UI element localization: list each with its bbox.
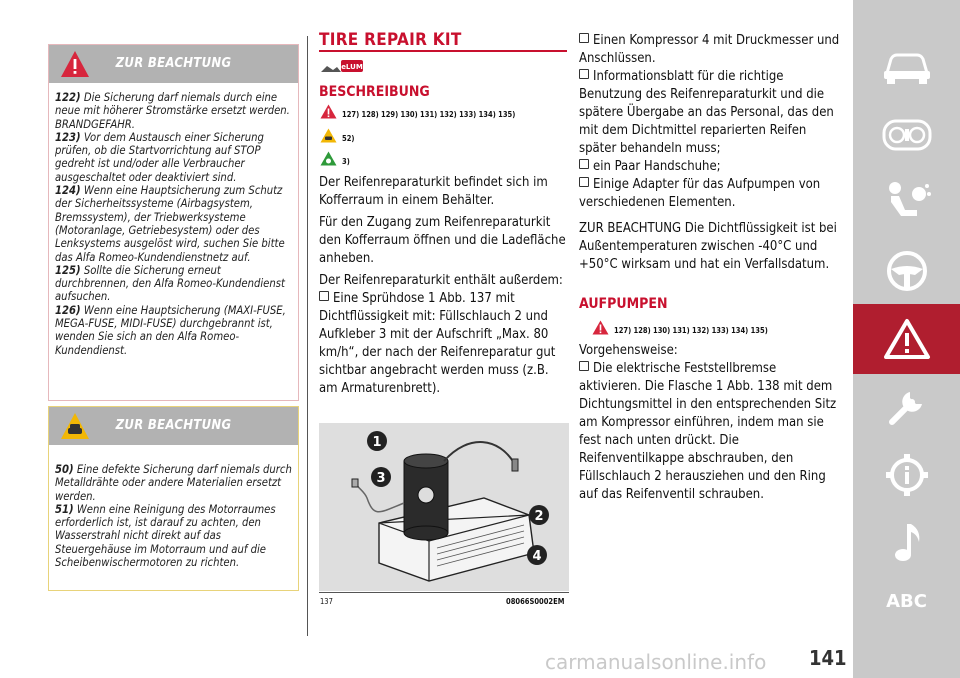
warning-note-box [48, 44, 299, 401]
procedure-text [579, 342, 841, 504]
paragraph: Der Reifenreparaturkit enthält außerdem: [319, 273, 563, 288]
bullet-box-icon [579, 177, 589, 187]
svg-text:2: 2 [534, 509, 544, 524]
section-heading-aufpumpen: AUFPUMPEN [579, 296, 668, 312]
warning-refs: 127) 128) 129) 130) 131) 132) 133) 134) 135) [342, 110, 516, 119]
caution-note-title: ZUR BEACHTUNG [115, 418, 232, 433]
figure-label-3 [371, 467, 391, 487]
warning-icon [883, 318, 931, 360]
airbag-icon [883, 180, 931, 226]
title-rule [319, 50, 567, 52]
elum-tag-icon [319, 58, 365, 74]
caution-triangle-icon [320, 128, 337, 143]
wrench-icon [884, 384, 930, 430]
tire-repair-kit-illustration [319, 423, 569, 591]
environment-triangle-icon [320, 151, 337, 166]
warning-note-title: ZUR BEACHTUNG [115, 56, 232, 71]
watermark: carmanualsonline.info [545, 650, 767, 674]
bullet-box-icon [579, 159, 589, 169]
warning-triangle-icon [592, 320, 609, 335]
list-item: Einen Kompressor 4 mit Druckmesser und Anschlüssen. [579, 33, 840, 66]
abc-index-label: ABC [886, 590, 927, 612]
caution-refs: 52) [342, 134, 355, 143]
note-item: 51) Wenn eine Reinigung des Motorraumes erforderlich ist, ist darauf zu achten, den Wasserstrahl nicht direkt auf das Steuergehäuse im Motorraum und auf die Scheibenwischermotoren zu richten. [55, 502, 276, 570]
paragraph: Für den Zugang zum Reifenreparaturkit den Kofferraum öffnen und die Ladefläche anheben. [319, 215, 566, 266]
note-item: 126) Wenn eine Hauptsicherung (MAXI-FUSE, MEGA-FUSE, MIDI-FUSE) durchgebrannt ist, wenden Sie sich an den Alfa Romeo-Kundendienst. [55, 303, 286, 357]
warning-note-header [49, 45, 298, 83]
steering-wheel-icon [885, 249, 929, 293]
sidebar-item-index[interactable] [853, 566, 960, 636]
figure-label-2 [529, 505, 549, 525]
note-item: 123) Vor dem Austausch einer Sicherung prüfen, ob die Startvorrichtung auf STOP gedreht ist und/oder alle Verbraucher ausgeschaltet oder deaktiviert sind. [55, 130, 264, 184]
sidebar-item-technical[interactable] [853, 440, 960, 510]
note-item: 50) Eine defekte Sicherung darf niemals durch Metalldrähte oder andere Materialien ersetzt werden. [55, 463, 292, 503]
sidebar-item-maintenance[interactable] [853, 372, 960, 442]
note-item: 124) Wenn eine Hauptsicherung zum Schutz der Sicherheitssysteme (Airbagsystem, Bremssystem), der Triebwerksysteme (Motoranlage, Getriebesystem) oder des Lenksystems ausgelöst wird, suchen Sie bitte das Alfa Romeo-Kundendienstnetz auf. [55, 184, 285, 264]
svg-text:4: 4 [532, 549, 542, 564]
figure-number: 137 [320, 597, 333, 606]
figure-code: 08066S0002EM [506, 597, 565, 606]
elum-label: eLUM [341, 63, 363, 71]
warning-refs-2: 127) 128) 130) 131) 132) 133) 134) 135) [614, 326, 768, 335]
figure-137 [319, 423, 569, 591]
sidebar-item-airbag[interactable] [853, 168, 960, 238]
sidebar-item-warning[interactable] [853, 304, 960, 374]
warning-note-body [49, 83, 298, 367]
note-paragraph: ZUR BEACHTUNG Die Dichtflüssigkeit ist bei Außentemperaturen zwischen -40°C und +50°C wirksam und hat ein Verfallsdatum. [579, 221, 837, 272]
bullet-box-icon [319, 291, 329, 301]
dashboard-icon [882, 118, 932, 152]
caution-note-box [48, 406, 299, 591]
bullet-box-icon [579, 361, 589, 371]
bullet-box-icon [579, 33, 589, 43]
svg-text:3: 3 [376, 471, 386, 486]
figure-label-4 [527, 545, 547, 565]
paragraph: Der Reifenreparaturkit befindet sich im Kofferraum in einem Behälter. [319, 175, 548, 208]
music-icon [887, 520, 927, 566]
sidebar-item-steering[interactable] [853, 236, 960, 306]
page-number: 141 [809, 646, 847, 670]
section-heading-beschreibung: BESCHREIBUNG [319, 84, 430, 100]
contents-list [579, 32, 843, 278]
environment-refs: 3) [342, 157, 350, 166]
figure-rule [319, 592, 569, 593]
svg-text:1: 1 [372, 435, 382, 450]
paragraph: Vorgehensweise: [579, 343, 678, 358]
sidebar-item-dashboard[interactable] [853, 100, 960, 170]
list-item: ein Paar Handschuhe; [579, 158, 843, 176]
page-title: TIRE REPAIR KIT [319, 30, 462, 50]
caution-note-header [49, 407, 298, 445]
note-item: 122) Die Sicherung darf niemals durch eine neue mit höherer Stromstärke ersetzt werden. BRANDGEFAHR. [55, 91, 290, 131]
note-item: 125) Sollte die Sicherung erneut durchbrennen, den Alfa Romeo-Kundendienst aufsuchen. [55, 263, 285, 304]
description-text [319, 174, 569, 398]
bullet-box-icon [579, 69, 589, 79]
car-icon [881, 47, 933, 87]
list-item: Informationsblatt für die richtige Benutzung des Reifenreparaturkit und die spätere Übergabe an das Personal, das den mit dem Dichtmittel reparierten Reifen später behandeln muss; [579, 69, 834, 156]
gear-info-icon [884, 452, 930, 498]
caution-note-body [49, 445, 298, 579]
sidebar-item-car[interactable] [853, 32, 960, 102]
figure-label-1 [367, 431, 387, 451]
list-item: Die elektrische Feststellbremse aktivieren. Die Flasche 1 Abb. 138 mit dem Dichtungsmittel in den entsprechenden Sitz am Kompressor einführen, indem man sie fest nach unten drückt. Die Reifenventilkappe abschrauben, den Füllschlauch 2 herausziehen und den Ring auf das Reifenventil schrauben. [579, 361, 837, 502]
list-item: Eine Sprühdose 1 Abb. 137 mit Dichtflüssigkeit mit: Füllschlauch 2 und Aufkleber 3 mit der Aufschrift „Max. 80 km/h“, der nach der Reifenreparatur gut sichtbar angebracht werden muss (z.B. am Armaturenbrett). [319, 291, 556, 396]
column-divider [307, 36, 308, 636]
warning-triangle-icon [320, 104, 337, 119]
list-item: Einige Adapter für das Aufpumpen von verschiedenen Elementen. [579, 177, 821, 210]
